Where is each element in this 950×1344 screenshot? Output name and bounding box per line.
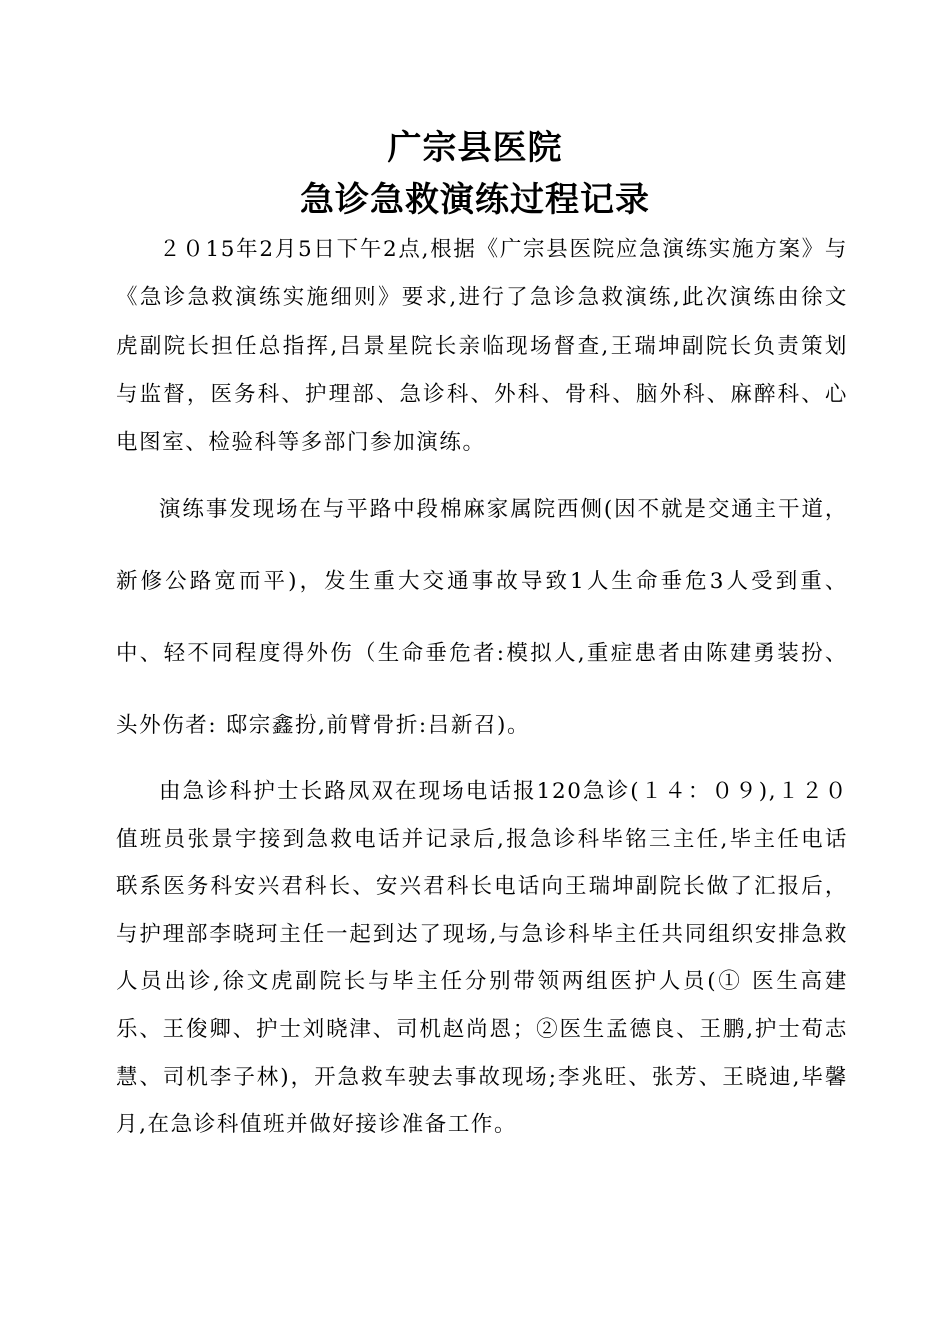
paragraph-drill-scene: 演练事发现场在与平路中段棉麻家属院西侧(因不就是交通主干道，新修公路宽而平)，发生重大交通事故导致1人生命垂危3人受到重、中、轻不同程度得外伤（生命垂危者:模拟人,重症患者由陈建勇装扮、头外伤者: 邸宗鑫扮,前臂骨折:吕新召)。 (116, 497, 848, 738)
document-title-hospital: 广宗县医院 (387, 128, 563, 168)
paragraph-drill-response: 由急诊科护士长路凤双在现场电话报120急诊(１４：０９),１２０值班员张景宇接到急救电话并记录后,报急诊科毕铭三主任,毕主任电话联系医务科安兴君科长、安兴君科长电话向王瑞坤副院长做了汇报后，与护理部李晓珂主任一起到达了现场,与急诊科毕主任共同组织安排急救人员出诊,徐文虎副院长与毕主任分别带领两组医护人员(① 医生高建乐、王俊卿、护士刘晓津、司机赵尚恩；②医生孟德良、王鹏,护士荀志慧、司机李子林)，开急救车驶去事故现场;李兆旺、张芳、王晓迪,毕馨月,在急诊科值班并做好接诊准备工作。 (116, 779, 848, 1138)
document-title-record: 急诊急救演练过程记录 (300, 180, 650, 220)
paragraph-drill-overview: ２０15年2月5日下午2点,根据《广宗县医院应急演练实施方案》与《急诊急救演练实施细则》要求,进行了急诊急救演练,此次演练由徐文虎副院长担任总指挥,吕景星院长亲临现场督查,王瑞坤副院长负责策划与监督，医务科、护理部、急诊科、外科、骨科、脑外科、麻醉科、心电图室、检验科等多部门参加演练。 (116, 237, 848, 456)
